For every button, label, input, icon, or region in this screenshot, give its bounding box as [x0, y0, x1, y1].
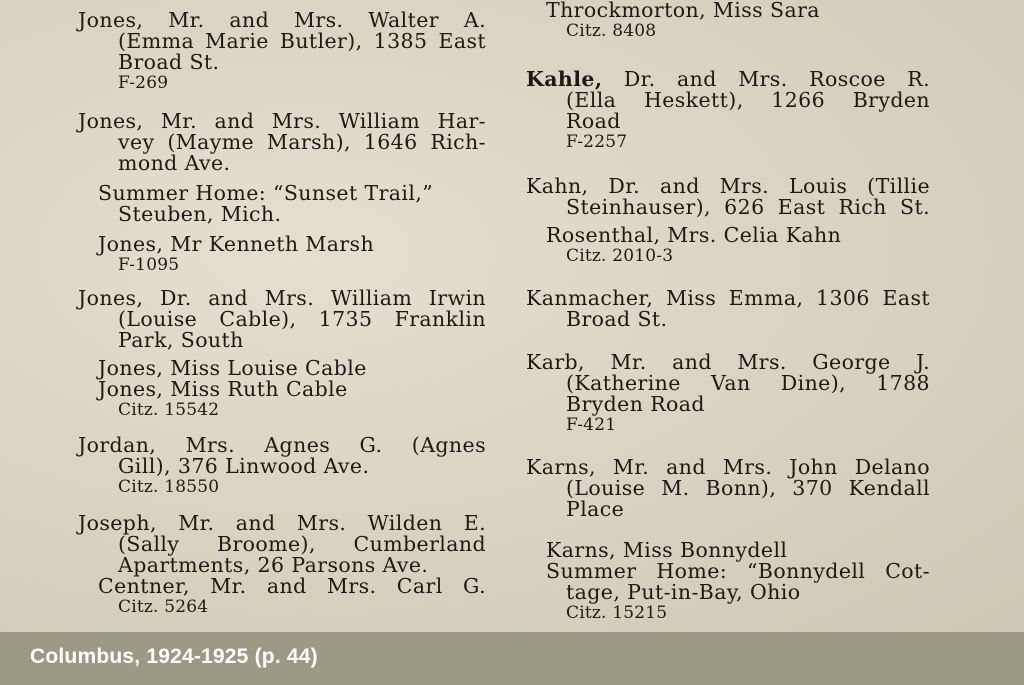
- family-member-line: Throckmorton, Miss Sara: [546, 0, 820, 22]
- family-member-line: Jones, Miss Louise Cable: [98, 356, 367, 380]
- family-member-line: Centner, Mr. and Mrs. Carl G.: [98, 574, 486, 598]
- entry-line: (Emma Marie Butler), 1385 East: [118, 29, 486, 53]
- entry-line: (Katherine Van Dine), 1788: [566, 371, 930, 395]
- family-member-line: Karns, Miss Bonnydell: [546, 538, 788, 562]
- phone-number: F-269: [118, 73, 169, 93]
- summer-home-line: Summer Home: “Bonnydell Cot-: [546, 559, 930, 583]
- directory-entry: [526, 0, 930, 42]
- directory-entry: [526, 457, 930, 624]
- entry-line: Steinhauser), 626 East Rich St.: [566, 195, 930, 219]
- entry-line: (Louise M. Bonn), 370 Kendall: [566, 476, 930, 500]
- entry-line: Apartments, 26 Parsons Ave.: [118, 553, 429, 577]
- entry-line: (Ella Heskett), 1266 Bryden: [566, 88, 930, 112]
- entry-line: Bryden Road: [566, 392, 705, 416]
- entry-line: Karns, Mr. and Mrs. John Delano: [526, 455, 930, 479]
- entry-line: Kanmacher, Miss Emma, 1306 East: [526, 286, 930, 310]
- phone-number: F-1095: [118, 255, 180, 275]
- entry-line: Jones, Dr. and Mrs. William Irwin: [78, 286, 486, 310]
- entry-name-rest: Dr. and Mrs. Roscoe R.: [602, 67, 930, 91]
- entry-line: (Louise Cable), 1735 Franklin: [118, 307, 486, 331]
- phone-number: Citz. 2010-3: [566, 246, 674, 266]
- directory-entry: [78, 288, 486, 421]
- entry-line: Joseph, Mr. and Mrs. Wilden E.: [78, 511, 486, 535]
- directory-entry: [526, 69, 930, 153]
- phone-number: Citz. 5264: [118, 597, 209, 617]
- entry-line: Jordan, Mrs. Agnes G. (Agnes: [78, 433, 486, 457]
- directory-entry: [526, 176, 930, 267]
- entry-line: mond Ave.: [118, 151, 231, 175]
- phone-number: Citz. 18550: [118, 477, 220, 497]
- phone-number: Citz. 15542: [118, 400, 220, 420]
- phone-number: Citz. 15215: [566, 603, 668, 623]
- entry-line: [526, 69, 930, 90]
- phone-number: F-2257: [566, 132, 628, 152]
- family-member-line: Jones, Miss Ruth Cable: [98, 377, 348, 401]
- entry-line: Kahn, Dr. and Mrs. Louis (Tillie: [526, 174, 930, 198]
- entry-line: Jones, Mr. and Mrs. Walter A.: [78, 8, 486, 32]
- directory-entry: [526, 288, 930, 330]
- entry-line: Steuben, Mich.: [118, 202, 282, 226]
- entry-line: Karb, Mr. and Mrs. George J.: [526, 350, 930, 374]
- caption-bar: [0, 632, 1024, 685]
- entry-line: Broad St.: [566, 307, 668, 331]
- phone-number: Citz. 8408: [566, 21, 657, 41]
- directory-entry: [78, 435, 486, 498]
- entry-surname: Kahle,: [526, 67, 603, 91]
- entry-line: Gill), 376 Linwood Ave.: [118, 454, 370, 478]
- entry-line: Broad St.: [118, 50, 220, 74]
- entry-line: tage, Put-in-Bay, Ohio: [566, 580, 801, 604]
- entry-line: vey (Mayme Marsh), 1646 Rich-: [118, 130, 486, 154]
- directory-entry: [78, 10, 486, 94]
- entry-line: Place: [566, 497, 625, 521]
- entry-line: Park, South: [118, 328, 244, 352]
- phone-number: F-421: [566, 415, 617, 435]
- family-member-line: Jones, Mr Kenneth Marsh: [98, 232, 375, 256]
- page-caption: Columbus, 1924-1925 (p. 44): [30, 645, 318, 668]
- summer-home-line: Summer Home: “Sunset Trail,”: [98, 181, 434, 205]
- entry-line: Road: [566, 109, 621, 133]
- entry-line: (Sally Broome), Cumberland: [118, 532, 486, 556]
- family-member-line: Rosenthal, Mrs. Celia Kahn: [546, 223, 842, 247]
- directory-entry: [78, 513, 486, 618]
- directory-entry: [526, 352, 930, 436]
- directory-entry: [78, 111, 486, 276]
- entry-line: Jones, Mr. and Mrs. William Har-: [78, 109, 486, 133]
